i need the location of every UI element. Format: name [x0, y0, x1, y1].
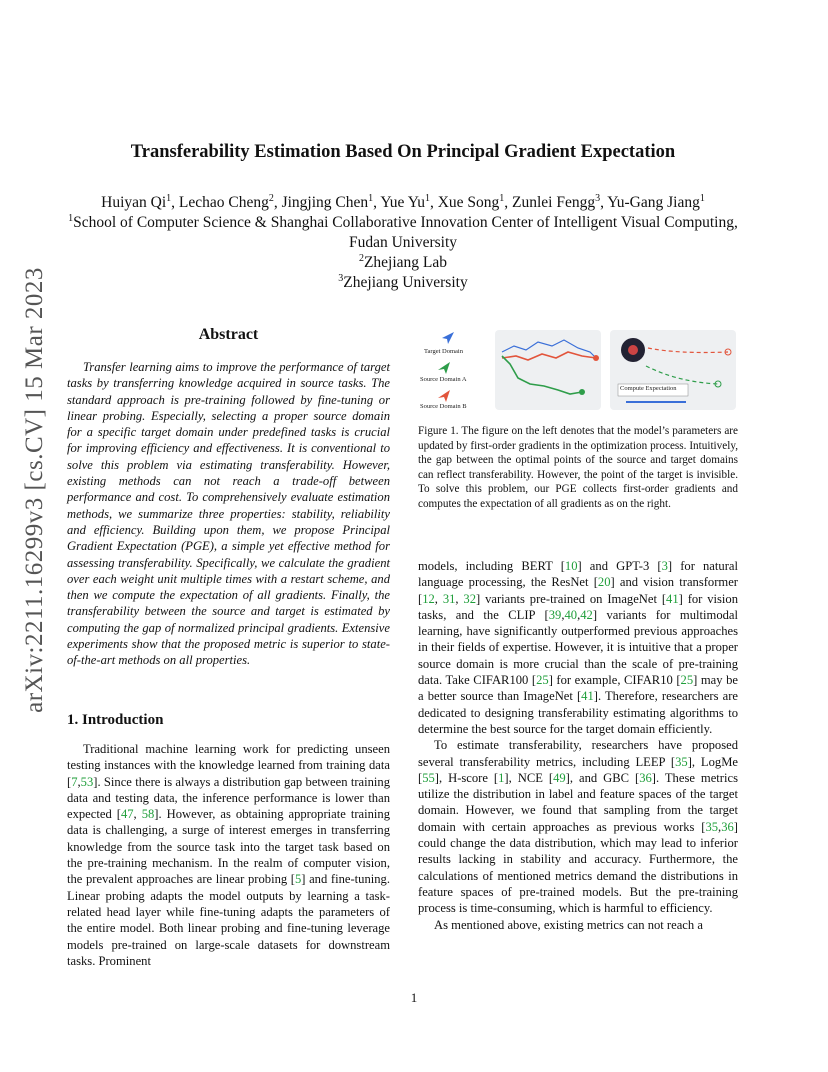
- author-names: Huiyan Qi$^1$, Lechao Cheng$^2$, Jingjing Chen$^1$, Yue Yu$^1$, Xue Song$^1$, Zunlei Fengg$^3$, Yu-Gang Jiang$^1$: [101, 192, 705, 211]
- author-block: [60, 193, 746, 293]
- affiliation-1-cont: Fudan University: [348, 234, 458, 251]
- affiliation-3: $^3$Zhejiang University: [338, 272, 468, 291]
- affiliation-2: $^2$Zhejiang Lab: [358, 252, 448, 271]
- right-column-text: models, including BERT [10] and GPT-3 [3] for natural language processing, the ResNet [20] and vision transformer [12, 31, 32] variants pre-trained on ImageNet [41] for vision tasks, and the CLIP [39,40,42] variants for multimodal learning, have significantly outperformed previous approaches in their fields of expertise. However, it is intuitive that a proper source domain is more crucial than the scale of pre-training data. Take CIFAR100 [25] for example, CIFAR10 [25] may be a better source than ImageNet [41]. Therefore, researchers are dedicated to designing transferability estimating algorithms to determine the best source for the target domain efficiently. To estimate transferability, researchers have proposed several transferability metrics, including LEEP [35], LogMe [55], H-score [1], NCE [49], and GBC [36]. These metrics utilize the distribution in label and feature spaces of the target domain. However, we found that sampling from the target domain with certain approaches as previous works [35,36] could change the data distribution, which may lead to inferior results lacking in stability and accuracy. Furthermore, the calculations of mentioned metrics demand the distributions in feature spaces of pre-trained models. But the pre-training process is time-consuming, which is harmful to efficiency. As mentioned above, existing metrics can not reach a: [418, 559, 739, 932]
- source-a-icon: [438, 362, 450, 374]
- paper-title: Transferability Estimation Based On Principal Gradient Expectation: [130, 142, 676, 162]
- abstract-heading: Abstract: [198, 326, 259, 343]
- source-b-icon: [438, 390, 450, 402]
- intro-text: Traditional machine learning work for predicting unseen testing instances with the knowledge learned from training data [7,53]. Since there is always a distribution gap between training data and testing data, the inference performance is lower than expected [47, 58]. However, as obtaining appropriate training data is challenging, a surge of interest emerges in transferring knowledge from the source task into the target task based on the pre-training mechanism. In the realm of computer vision, the prevalent approaches are linear probing [5] and fine-tuning. Linear probing adapts the model outputs by learning a task-related head layer while fine-tuning adapts the parameters of the entire model. Both linear probing and fine-tuning leverage models pre-trained on large-scale datasets for downstream tasks. Prominent: [67, 742, 391, 968]
- legend-source-b: Source Domain B: [420, 403, 467, 410]
- affiliation-1: $^1$School of Computer Science & Shanghai Collaborative Innovation Center of Intelligent Visual Computing,: [68, 212, 738, 231]
- left-panel: [495, 330, 601, 410]
- intro-heading: 1. Introduction: [67, 712, 164, 728]
- legend-source-a: Source Domain A: [420, 376, 467, 383]
- arxiv-identifier: arXiv:2211.16299v3 [cs.CV] 15 Mar 2023: [21, 267, 48, 713]
- figure-caption: Figure 1. The figure on the left denotes that the model’s parameters are updated by first-order gradients in the optimization process. Intuitively, the gap between the optimal points of the source and target domains can reflect transferability. However, the point of the target is invisible. To solve this problem, our PGE collects first-order gradients and computes the expectation of all gradients as on the right.: [418, 425, 738, 510]
- abstract-text: Transfer learning aims to improve the performance of target tasks by transferring knowledge acquired in source tasks. The standard approach is pre-training followed by fine-tuning or linear probing. Especially, selecting a proper source domain for a specific target domain under predefined tasks is crucial for improving efficiency and effectiveness. It is conventional to solve this problem via estimating transferability. However, existing methods can not reach a trade-off between performance and cost. To comprehensively evaluate estimation methods, we summarize three properties: stability, reliability and efficiency. Building upon them, we propose Principal Gradient Expectation (PGE), a simple yet effective method for assessing transferability. Specifically, we calculate the gradient over each weight unit multiple times with a restart scheme, and then we compute the expectation of all gradients. Finally, the transferability between the source and target is estimated by computing the gap of normalized principal gradients. Extensive experiments show that the proposed metric is superior to state-of-the-art methods on all properties.: [67, 360, 390, 668]
- target-domain-icon: [442, 332, 454, 344]
- figure-1-graphic: [418, 326, 740, 414]
- compute-expectation-label: Compute Expectation: [620, 385, 677, 392]
- legend-target: Target Domain: [424, 348, 463, 355]
- figure-1: [418, 326, 740, 414]
- page-number: 1: [410, 990, 418, 1005]
